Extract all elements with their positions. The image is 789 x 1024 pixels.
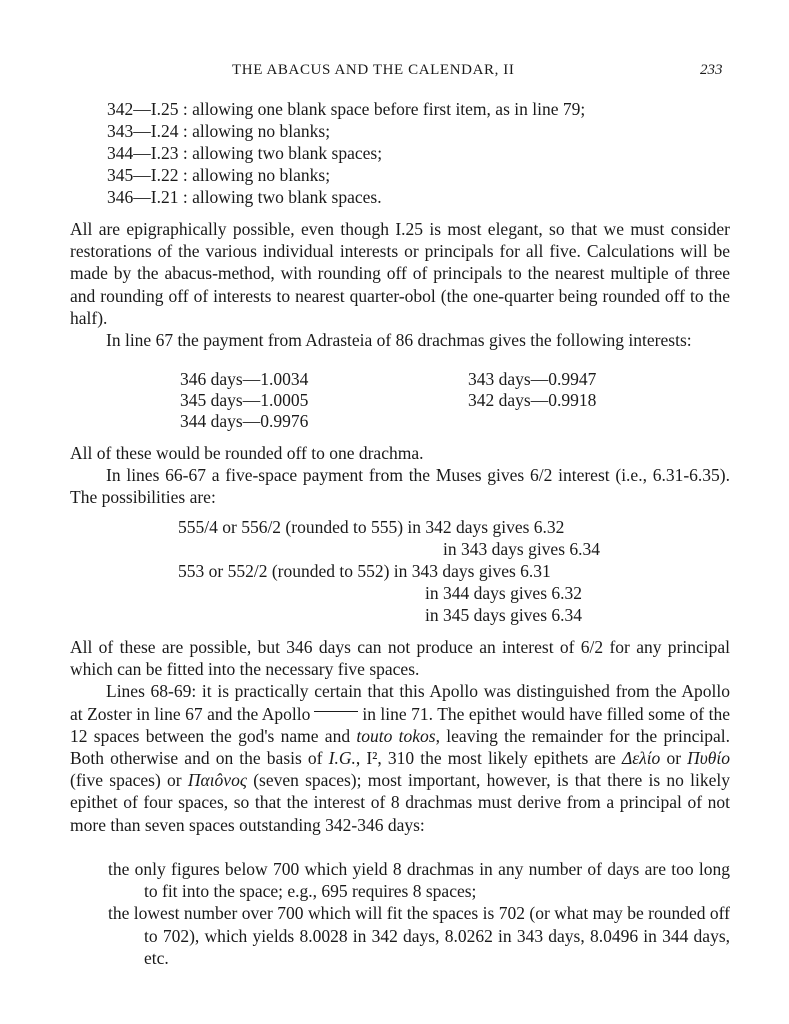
interest-left-1: 346 days—1.0034 xyxy=(180,369,309,389)
interest-left-3: 344 days—0.9976 xyxy=(180,411,309,431)
possibility-line-2: in 343 days gives 6.34 xyxy=(443,539,601,559)
running-header-title: THE ABACUS AND THE CALENDAR, II xyxy=(232,62,515,78)
possibility-line-1: 555/4 or 556/2 (rounded to 555) in 342 days gives 6.32 xyxy=(178,517,565,537)
list-item-344: 344—I.23 : allowing two blank spaces; xyxy=(107,143,383,163)
list-item-343: 343—I.24 : allowing no blanks; xyxy=(107,121,331,141)
paragraph-rounded: All of these would be rounded off to one drachma. xyxy=(70,443,424,463)
apollo-epithet-paionos: Παιôνος xyxy=(187,770,247,791)
paragraph-muses: In lines 66-67 a five-space payment from the Muses gives 6/2 interest (i.e., 6.31-6.35). The possibilities are: xyxy=(70,465,730,508)
bullet-list xyxy=(108,858,730,969)
interest-left-2: 345 days—1.0005 xyxy=(180,390,309,410)
apollo-text-4: , I², 310 the most likely epithets are xyxy=(355,748,616,769)
paragraph-apollo xyxy=(70,680,730,835)
possibility-line-5: in 345 days gives 6.34 xyxy=(425,605,583,625)
paragraph-possible: All of these are possible, but 346 days can not produce an interest of 6/2 for any principal which can be fitted into the necessary five spaces. xyxy=(70,637,730,680)
interest-right-1: 343 days—0.9947 xyxy=(468,369,597,389)
list-item-342: 342—I.25 : allowing one blank space before first item, as in line 79; xyxy=(107,99,586,119)
body-block-1 xyxy=(70,218,730,351)
bullet-over-700: the lowest number over 700 which will fit the spaces is 702 (or what may be rounded off to 702), which yields 8.0028 in 342 days, 8.0262 in 343 days, 8.0496 in 344 days, etc. xyxy=(108,903,730,968)
list-item-345: 345—I.22 : allowing no blanks; xyxy=(107,165,331,185)
apollo-epithet-delio: Δελίο xyxy=(621,748,661,769)
paragraph-epigraphic: All are epigraphically possible, even though I.25 is most elegant, so that we must consider restorations of the various individual interests or principals for all five. Calculations will be made by the abacus-method, with rounding off of principals to the nearest multiple of three and rounding off of interests to nearest quarter-obol (the one-quarter being rounded off to the half). xyxy=(70,219,730,328)
body-block-2 xyxy=(70,442,730,509)
apollo-text-3: , leaving the remainder for the principal. Both otherwise and on the basis of xyxy=(70,725,731,769)
body-block-3 xyxy=(70,636,730,836)
apollo-touto-tokos: touto tokos xyxy=(356,725,436,746)
list-item-346: 346—I.21 : allowing two blank spaces. xyxy=(107,187,382,207)
bullet-below-700: the only figures below 700 which yield 8 drachmas in any number of days are too long to fit into the space; e.g., 695 requires 8 spaces; xyxy=(108,859,730,902)
apollo-text-7: (seven spaces); most important, however, is that there is no likely epithet of four spaces, so that the interest of 8 drachmas must derive from a principal of not more than seven spaces outstanding 342-346 days: xyxy=(70,770,731,835)
page-number: 233 xyxy=(700,62,723,78)
interest-right-2: 342 days—0.9918 xyxy=(468,390,597,410)
apollo-ig: I.G. xyxy=(328,748,356,769)
apollo-text-2: in line 71. The epithet would have filled some of the 12 spaces between the god's name and xyxy=(70,703,730,746)
apollo-text-1: Lines 68-69: it is practically certain that this Apollo was distinguished from the Apollo at Zoster in line 67 and the Apollo xyxy=(70,681,730,724)
apollo-text-5: or xyxy=(666,748,682,769)
blank-dash xyxy=(314,711,358,712)
paragraph-adrasteia: In line 67 the payment from Adrasteia of 86 drachmas gives the following interests: xyxy=(106,330,692,351)
possibility-line-4: in 344 days gives 6.32 xyxy=(425,583,583,603)
apollo-text-6: (five spaces) or xyxy=(70,770,182,791)
apollo-epithet-pythio: Πυθίο xyxy=(687,748,731,769)
possibility-line-3: 553 or 552/2 (rounded to 552) in 343 days gives 6.31 xyxy=(178,561,551,581)
